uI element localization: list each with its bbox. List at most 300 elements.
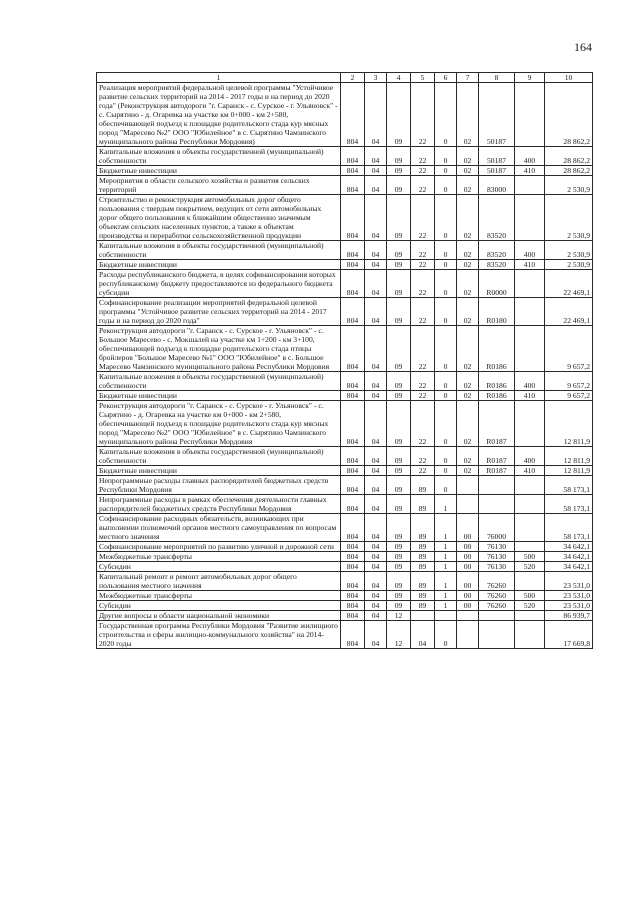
amount: 58 173,1 xyxy=(545,514,593,542)
row-name: Софинансирование расходных обязательств, возникающих при выполнении полномочий органов местного самоуправления по вопросам местного значения xyxy=(97,514,341,542)
ministry-code: 804 xyxy=(341,447,365,466)
event-code: 02 xyxy=(457,147,479,166)
subprogram-code: 0 xyxy=(435,270,457,298)
column-header-6: 6 xyxy=(435,73,457,83)
subprogram-code: 0 xyxy=(435,260,457,270)
row-name: Строительство и реконструкция автомобильных дорог общего пользования с твердым покрытием, ведущих от сети автомобильных дорог общего пользования к ближайшим общественно значимым объектам сельских населенных пунктов, а также к объектам производства и переработки сельскохозяйственной продукции xyxy=(97,195,341,241)
ministry-code: 804 xyxy=(341,176,365,195)
expense-type-code xyxy=(515,270,545,298)
table-row xyxy=(97,166,593,176)
expense-type-code: 410 xyxy=(515,466,545,476)
row-name: Бюджетные инвестиции xyxy=(97,466,341,476)
item-code: R0187 xyxy=(479,401,515,447)
expense-type-code: 410 xyxy=(515,260,545,270)
section-code: 04 xyxy=(365,270,387,298)
table-body xyxy=(97,83,593,649)
row-name: Капитальные вложения в объекты государственной (муниципальной) собственности xyxy=(97,372,341,391)
subprogram-code: 1 xyxy=(435,562,457,572)
ministry-code: 804 xyxy=(341,166,365,176)
program-code: 22 xyxy=(411,166,435,176)
row-name: Межбюджетные трансферты xyxy=(97,552,341,562)
subsection-code: 09 xyxy=(387,542,411,552)
event-code xyxy=(457,476,479,495)
amount: 58 173,1 xyxy=(545,495,593,514)
budget-table xyxy=(96,72,593,649)
program-code: 22 xyxy=(411,391,435,401)
subprogram-code: 1 xyxy=(435,542,457,552)
item-code: 50187 xyxy=(479,166,515,176)
program-code: 22 xyxy=(411,195,435,241)
item-code xyxy=(479,611,515,621)
section-code: 04 xyxy=(365,466,387,476)
subsection-code: 09 xyxy=(387,326,411,372)
ministry-code: 804 xyxy=(341,552,365,562)
program-code: 89 xyxy=(411,591,435,601)
section-code: 04 xyxy=(365,166,387,176)
section-code: 04 xyxy=(365,241,387,260)
subprogram-code: 0 xyxy=(435,147,457,166)
subsection-code: 09 xyxy=(387,514,411,542)
item-code: 83520 xyxy=(479,195,515,241)
amount: 2 530,9 xyxy=(545,195,593,241)
program-code: 89 xyxy=(411,572,435,591)
expense-type-code: 520 xyxy=(515,601,545,611)
event-code: 00 xyxy=(457,572,479,591)
event-code: 02 xyxy=(457,241,479,260)
amount: 12 811,9 xyxy=(545,401,593,447)
expense-type-code: 500 xyxy=(515,552,545,562)
row-name: Расходы республиканского бюджета, в целях софинансирования которых республиканскому бюджету предоставляются из федерального бюджета субсидии xyxy=(97,270,341,298)
subprogram-code: 0 xyxy=(435,621,457,649)
item-code xyxy=(479,621,515,649)
program-code: 04 xyxy=(411,621,435,649)
item-code: R0186 xyxy=(479,326,515,372)
table-row xyxy=(97,476,593,495)
subprogram-code: 0 xyxy=(435,166,457,176)
table-row xyxy=(97,270,593,298)
expense-type-code xyxy=(515,195,545,241)
program-code: 22 xyxy=(411,372,435,391)
subprogram-code: 0 xyxy=(435,466,457,476)
subsection-code: 09 xyxy=(387,83,411,147)
event-code: 00 xyxy=(457,601,479,611)
item-code: R0187 xyxy=(479,466,515,476)
table-row xyxy=(97,372,593,391)
event-code xyxy=(457,611,479,621)
expense-type-code: 410 xyxy=(515,391,545,401)
ministry-code: 804 xyxy=(341,495,365,514)
expense-type-code xyxy=(515,401,545,447)
item-code: R0000 xyxy=(479,270,515,298)
table-row xyxy=(97,542,593,552)
event-code xyxy=(457,621,479,649)
section-code: 04 xyxy=(365,447,387,466)
event-code: 00 xyxy=(457,552,479,562)
subprogram-code: 0 xyxy=(435,241,457,260)
ministry-code: 804 xyxy=(341,147,365,166)
column-header-10: 10 xyxy=(545,73,593,83)
subsection-code: 12 xyxy=(387,611,411,621)
section-code: 04 xyxy=(365,591,387,601)
row-name: Капитальные вложения в объекты государственной (муниципальной) собственности xyxy=(97,147,341,166)
subsection-code: 12 xyxy=(387,621,411,649)
table-row xyxy=(97,591,593,601)
event-code: 02 xyxy=(457,166,479,176)
table-row xyxy=(97,241,593,260)
item-code: 83000 xyxy=(479,176,515,195)
expense-type-code: 400 xyxy=(515,447,545,466)
program-code: 22 xyxy=(411,298,435,326)
program-code: 22 xyxy=(411,270,435,298)
subsection-code: 09 xyxy=(387,270,411,298)
item-code xyxy=(479,495,515,514)
subsection-code: 09 xyxy=(387,166,411,176)
ministry-code: 804 xyxy=(341,241,365,260)
column-header-8: 8 xyxy=(479,73,515,83)
subsection-code: 09 xyxy=(387,298,411,326)
table-row xyxy=(97,326,593,372)
table-row xyxy=(97,466,593,476)
expense-type-code: 520 xyxy=(515,562,545,572)
table-row xyxy=(97,611,593,621)
amount: 23 531,0 xyxy=(545,591,593,601)
expense-type-code xyxy=(515,476,545,495)
subsection-code: 09 xyxy=(387,195,411,241)
expense-type-code xyxy=(515,495,545,514)
ministry-code: 804 xyxy=(341,195,365,241)
column-header-9: 9 xyxy=(515,73,545,83)
subprogram-code: 0 xyxy=(435,401,457,447)
amount: 23 531,0 xyxy=(545,572,593,591)
row-name: Реализация мероприятий федеральной целевой программы "Устойчивое развитие сельских территорий на 2014 - 2017 годы и на период до 2020 года" (Реконструкция автодороги "г. Саранск - с. Сурское - г. Ульяновск" - с. Сырятино - д. Огаревка на участке км 0+000 - км 2+580, обеспечивающей подъезд к площадке родительского стада кур мясных пород "Мaресево №2" ООО "Юбилейное" в с. Сырятино Чамзинского муниципального района Республики Мордовия) xyxy=(97,83,341,147)
expense-type-code xyxy=(515,572,545,591)
subprogram-code xyxy=(435,611,457,621)
item-code: 76260 xyxy=(479,601,515,611)
event-code: 02 xyxy=(457,466,479,476)
column-header-7: 7 xyxy=(457,73,479,83)
subsection-code: 09 xyxy=(387,572,411,591)
table-row xyxy=(97,391,593,401)
expense-type-code xyxy=(515,326,545,372)
expense-type-code xyxy=(515,542,545,552)
section-code: 04 xyxy=(365,147,387,166)
ministry-code: 804 xyxy=(341,476,365,495)
amount: 17 669,8 xyxy=(545,621,593,649)
column-header-2: 2 xyxy=(341,73,365,83)
row-name: Непрограммные расходы главных распорядителей бюджетных средств Республики Мордовия xyxy=(97,476,341,495)
amount: 12 811,9 xyxy=(545,466,593,476)
section-code: 04 xyxy=(365,514,387,542)
program-code: 22 xyxy=(411,401,435,447)
event-code: 02 xyxy=(457,447,479,466)
expense-type-code: 410 xyxy=(515,166,545,176)
row-name: Бюджетные инвестиции xyxy=(97,260,341,270)
subsection-code: 09 xyxy=(387,391,411,401)
section-code: 04 xyxy=(365,495,387,514)
section-code: 04 xyxy=(365,195,387,241)
item-code: R0186 xyxy=(479,391,515,401)
subprogram-code: 0 xyxy=(435,372,457,391)
expense-type-code: 500 xyxy=(515,591,545,601)
program-code: 89 xyxy=(411,514,435,542)
row-name: Субсидии xyxy=(97,562,341,572)
ministry-code: 804 xyxy=(341,298,365,326)
subprogram-code: 1 xyxy=(435,552,457,562)
item-code: 76260 xyxy=(479,572,515,591)
event-code: 02 xyxy=(457,391,479,401)
row-name: Капитальные вложения в объекты государственной (муниципальной) собственности xyxy=(97,447,341,466)
amount: 34 642,1 xyxy=(545,542,593,552)
event-code: 00 xyxy=(457,562,479,572)
amount: 9 657,2 xyxy=(545,326,593,372)
event-code: 02 xyxy=(457,372,479,391)
table-row xyxy=(97,401,593,447)
amount: 2 530,9 xyxy=(545,241,593,260)
item-code: 83520 xyxy=(479,241,515,260)
subsection-code: 09 xyxy=(387,147,411,166)
program-code: 22 xyxy=(411,147,435,166)
table-row xyxy=(97,176,593,195)
ministry-code: 804 xyxy=(341,621,365,649)
table-row xyxy=(97,495,593,514)
subsection-code: 09 xyxy=(387,562,411,572)
expense-type-code: 400 xyxy=(515,372,545,391)
expense-type-code xyxy=(515,83,545,147)
program-code: 89 xyxy=(411,562,435,572)
expense-type-code xyxy=(515,621,545,649)
table-row xyxy=(97,260,593,270)
section-code: 04 xyxy=(365,621,387,649)
section-code: 04 xyxy=(365,401,387,447)
expense-type-code: 400 xyxy=(515,147,545,166)
section-code: 04 xyxy=(365,572,387,591)
row-name: Другие вопросы в области национальной экономики xyxy=(97,611,341,621)
ministry-code: 804 xyxy=(341,514,365,542)
expense-type-code xyxy=(515,298,545,326)
row-name: Субсидии xyxy=(97,601,341,611)
subprogram-code: 0 xyxy=(435,83,457,147)
subprogram-code: 1 xyxy=(435,495,457,514)
item-code: 50187 xyxy=(479,83,515,147)
event-code: 00 xyxy=(457,514,479,542)
column-header-5: 5 xyxy=(411,73,435,83)
subsection-code: 09 xyxy=(387,476,411,495)
section-code: 04 xyxy=(365,542,387,552)
section-code: 04 xyxy=(365,83,387,147)
row-name: Непрограммные расходы в рамках обеспечения деятельности главных распорядителей бюджетных средств Республики Мордовия xyxy=(97,495,341,514)
amount: 2 530,9 xyxy=(545,260,593,270)
subsection-code: 09 xyxy=(387,176,411,195)
section-code: 04 xyxy=(365,562,387,572)
amount: 9 657,2 xyxy=(545,372,593,391)
section-code: 04 xyxy=(365,476,387,495)
amount: 34 642,1 xyxy=(545,552,593,562)
program-code: 89 xyxy=(411,495,435,514)
row-name: Софинансирование мероприятий по развитию уличной и дорожной сети xyxy=(97,542,341,552)
event-code: 02 xyxy=(457,270,479,298)
amount: 12 811,9 xyxy=(545,447,593,466)
event-code: 02 xyxy=(457,401,479,447)
program-code: 22 xyxy=(411,466,435,476)
subprogram-code: 0 xyxy=(435,298,457,326)
subsection-code: 09 xyxy=(387,447,411,466)
subprogram-code: 1 xyxy=(435,601,457,611)
ministry-code: 804 xyxy=(341,326,365,372)
subprogram-code: 0 xyxy=(435,326,457,372)
program-code: 22 xyxy=(411,176,435,195)
ministry-code: 804 xyxy=(341,401,365,447)
ministry-code: 804 xyxy=(341,601,365,611)
program-code: 89 xyxy=(411,542,435,552)
event-code: 02 xyxy=(457,176,479,195)
event-code: 02 xyxy=(457,195,479,241)
table-row xyxy=(97,83,593,147)
table-row xyxy=(97,147,593,166)
table-row xyxy=(97,298,593,326)
section-code: 04 xyxy=(365,611,387,621)
event-code: 02 xyxy=(457,326,479,372)
amount: 9 657,2 xyxy=(545,391,593,401)
subsection-code: 09 xyxy=(387,241,411,260)
table-row xyxy=(97,621,593,649)
row-name: Реконструкция автодороги "г. Саранск - с. Сурское - г. Ульяновск" - с. Сырятино - д. Огаревка на участке км 0+000 - км 2+580, обеспечивающей подъезд к площадке родительского стада кур мясных пород "Маресево №2" ООО "Юбилейное" в с. Сырятино Чамзинского муниципального района Республики Мордовия xyxy=(97,401,341,447)
amount: 22 469,1 xyxy=(545,270,593,298)
item-code: 76130 xyxy=(479,552,515,562)
amount: 28 862,2 xyxy=(545,166,593,176)
amount: 28 862,2 xyxy=(545,83,593,147)
subsection-code: 09 xyxy=(387,552,411,562)
program-code: 22 xyxy=(411,83,435,147)
row-name: Бюджетные инвестиции xyxy=(97,391,341,401)
subprogram-code: 1 xyxy=(435,572,457,591)
program-code xyxy=(411,611,435,621)
table-row xyxy=(97,552,593,562)
ministry-code: 804 xyxy=(341,591,365,601)
program-code: 22 xyxy=(411,260,435,270)
event-code: 02 xyxy=(457,260,479,270)
item-code: 76130 xyxy=(479,542,515,552)
section-code: 04 xyxy=(365,326,387,372)
subprogram-code: 0 xyxy=(435,176,457,195)
table-row xyxy=(97,572,593,591)
ministry-code: 804 xyxy=(341,270,365,298)
subprogram-code: 0 xyxy=(435,476,457,495)
row-name: Софинансирование реализации мероприятий федеральной целевой программы "Устойчивое развитие сельских территорий на 2014 - 2017 годы и на период до 2020 года" xyxy=(97,298,341,326)
section-code: 04 xyxy=(365,391,387,401)
table-row xyxy=(97,601,593,611)
row-name: Межбюджетные трансферты xyxy=(97,591,341,601)
program-code: 89 xyxy=(411,601,435,611)
row-name: Государственная программа Республики Мордовия "Развитие жилищного строительства и сферы жилищно-коммунального хозяйства" на 2014-2020 годы xyxy=(97,621,341,649)
subprogram-code: 0 xyxy=(435,195,457,241)
section-code: 04 xyxy=(365,552,387,562)
row-name: Капитальный ремонт и ремонт автомобильных дорог общего пользования местного значения xyxy=(97,572,341,591)
ministry-code: 804 xyxy=(341,260,365,270)
item-code: 76000 xyxy=(479,514,515,542)
program-code: 22 xyxy=(411,326,435,372)
subsection-code: 09 xyxy=(387,495,411,514)
item-code: 76260 xyxy=(479,591,515,601)
amount: 22 469,1 xyxy=(545,298,593,326)
section-code: 04 xyxy=(365,601,387,611)
amount: 28 862,2 xyxy=(545,147,593,166)
row-name: Бюджетные инвестиции xyxy=(97,166,341,176)
expense-type-code xyxy=(515,176,545,195)
table-header-row xyxy=(97,73,593,83)
subprogram-code: 1 xyxy=(435,591,457,601)
subsection-code: 09 xyxy=(387,372,411,391)
ministry-code: 804 xyxy=(341,572,365,591)
row-name: Мероприятия в области сельского хозяйства и развития сельских территорий xyxy=(97,176,341,195)
table-row xyxy=(97,195,593,241)
program-code: 89 xyxy=(411,476,435,495)
section-code: 04 xyxy=(365,260,387,270)
subsection-code: 09 xyxy=(387,601,411,611)
event-code xyxy=(457,495,479,514)
item-code xyxy=(479,476,515,495)
table-row xyxy=(97,562,593,572)
page-number: 164 xyxy=(574,40,592,54)
item-code: 83520 xyxy=(479,260,515,270)
expense-type-code: 400 xyxy=(515,241,545,260)
subprogram-code: 0 xyxy=(435,391,457,401)
subsection-code: 09 xyxy=(387,591,411,601)
subprogram-code: 1 xyxy=(435,514,457,542)
section-code: 04 xyxy=(365,372,387,391)
amount: 23 531,0 xyxy=(545,601,593,611)
section-code: 04 xyxy=(365,298,387,326)
subsection-code: 09 xyxy=(387,260,411,270)
event-code: 02 xyxy=(457,298,479,326)
amount: 2 530,9 xyxy=(545,176,593,195)
subsection-code: 09 xyxy=(387,466,411,476)
ministry-code: 804 xyxy=(341,611,365,621)
table-row xyxy=(97,514,593,542)
expense-type-code xyxy=(515,514,545,542)
program-code: 22 xyxy=(411,447,435,466)
ministry-code: 804 xyxy=(341,391,365,401)
program-code: 22 xyxy=(411,241,435,260)
row-name: Реконструкция автодороги "г. Саранск - с. Сурское - г. Ульяновск" - с. Большое Маресево - с. Мокшалей на участке км 1+200 - км 3+100, обеспечивающей подъезд к площадке родительского стада птицы бройлеров "Большое Маресево №1" ООО "Юбилейное" в с. Большое Маресево Чамзинского муниципального района Республики Мордовия xyxy=(97,326,341,372)
item-code: 50187 xyxy=(479,147,515,166)
item-code: R0180 xyxy=(479,298,515,326)
program-code: 89 xyxy=(411,552,435,562)
event-code: 02 xyxy=(457,83,479,147)
subprogram-code: 0 xyxy=(435,447,457,466)
row-name: Капитальные вложения в объекты государственной (муниципальной) собственности xyxy=(97,241,341,260)
ministry-code: 804 xyxy=(341,562,365,572)
table-row xyxy=(97,447,593,466)
expense-type-code xyxy=(515,611,545,621)
event-code: 00 xyxy=(457,542,479,552)
ministry-code: 804 xyxy=(341,83,365,147)
column-header-4: 4 xyxy=(387,73,411,83)
subsection-code: 09 xyxy=(387,401,411,447)
amount: 34 642,1 xyxy=(545,562,593,572)
section-code: 04 xyxy=(365,176,387,195)
item-code: R0187 xyxy=(479,447,515,466)
amount: 86 939,7 xyxy=(545,611,593,621)
event-code: 00 xyxy=(457,591,479,601)
ministry-code: 804 xyxy=(341,466,365,476)
ministry-code: 804 xyxy=(341,372,365,391)
amount: 58 173,1 xyxy=(545,476,593,495)
column-header-3: 3 xyxy=(365,73,387,83)
column-header-1: 1 xyxy=(97,73,341,83)
ministry-code: 804 xyxy=(341,542,365,552)
item-code: 76130 xyxy=(479,562,515,572)
item-code: R0186 xyxy=(479,372,515,391)
